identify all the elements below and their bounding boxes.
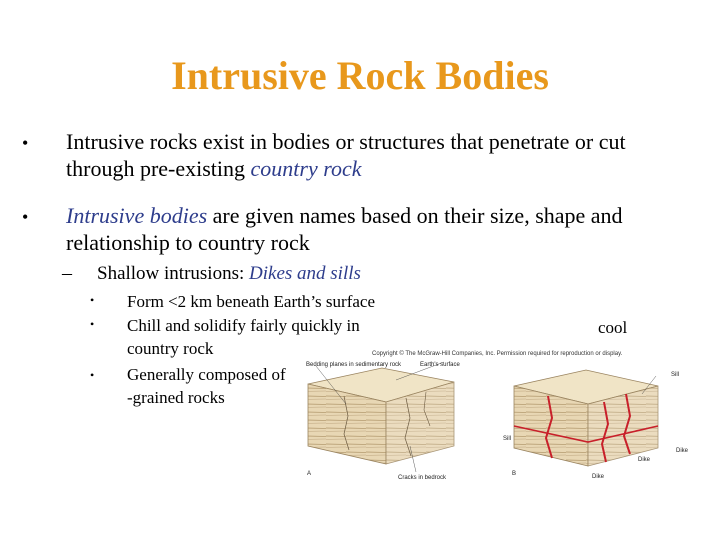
label-cracks: Cracks in bedrock <box>398 475 447 481</box>
bullet-1-plain: Intrusive rocks exist in bodies or structures that penetrate or cut through pre-existing <box>66 129 626 181</box>
intrusive-bodies-term: Intrusive bodies <box>66 203 208 228</box>
country-rock-term: country rock <box>250 156 362 181</box>
block-b <box>514 370 658 466</box>
level3-marker: • <box>90 293 95 307</box>
label-dike-1: Dike <box>676 448 689 454</box>
block-a <box>308 362 454 472</box>
level3-line: country rock <box>127 339 214 358</box>
label-dike-2: Dike <box>638 457 651 463</box>
level3-item <box>127 363 286 409</box>
sub-bullet-marker: – <box>62 262 72 284</box>
level3-line: Chill and solidify fairly quickly in <box>127 316 360 335</box>
figure-copyright: Copyright © The McGraw-Hill Companies, Inc. Permission required for reproduction or display. <box>372 351 623 357</box>
bullet-marker: • <box>22 133 29 153</box>
dikes-sills-term: Dikes and sills <box>249 263 361 284</box>
level3-item <box>127 290 375 313</box>
bullet-2-plain: are given names based on their size, shape and relationship to country rock <box>66 203 623 255</box>
level3-line: -grained rocks <box>127 388 225 407</box>
level3-line: Generally composed of <box>127 365 286 384</box>
slide-title: Intrusive Rock Bodies <box>171 53 549 98</box>
label-a: A <box>307 471 312 477</box>
level3-marker: • <box>90 317 95 331</box>
bullet-1-text <box>66 128 656 182</box>
sub-bullet-text <box>97 262 361 286</box>
label-dike-3: Dike <box>592 474 605 480</box>
sub-bullet-plain: Shallow intrusions: <box>97 263 250 284</box>
label-bedding: Bedding planes in sedimentary rock <box>306 362 402 368</box>
label-earth-surface: Earth's surface <box>420 362 460 368</box>
label-sill-left: Sill <box>503 436 512 442</box>
level3-line: Form <2 km beneath Earth’s surface <box>127 292 375 311</box>
bullet-2-text <box>66 202 656 256</box>
level3-marker: • <box>90 368 95 382</box>
label-b: B <box>512 471 517 477</box>
label-sill-right: Sill <box>671 372 680 378</box>
floating-word: cool <box>598 318 628 337</box>
bullet-marker: • <box>22 207 29 227</box>
